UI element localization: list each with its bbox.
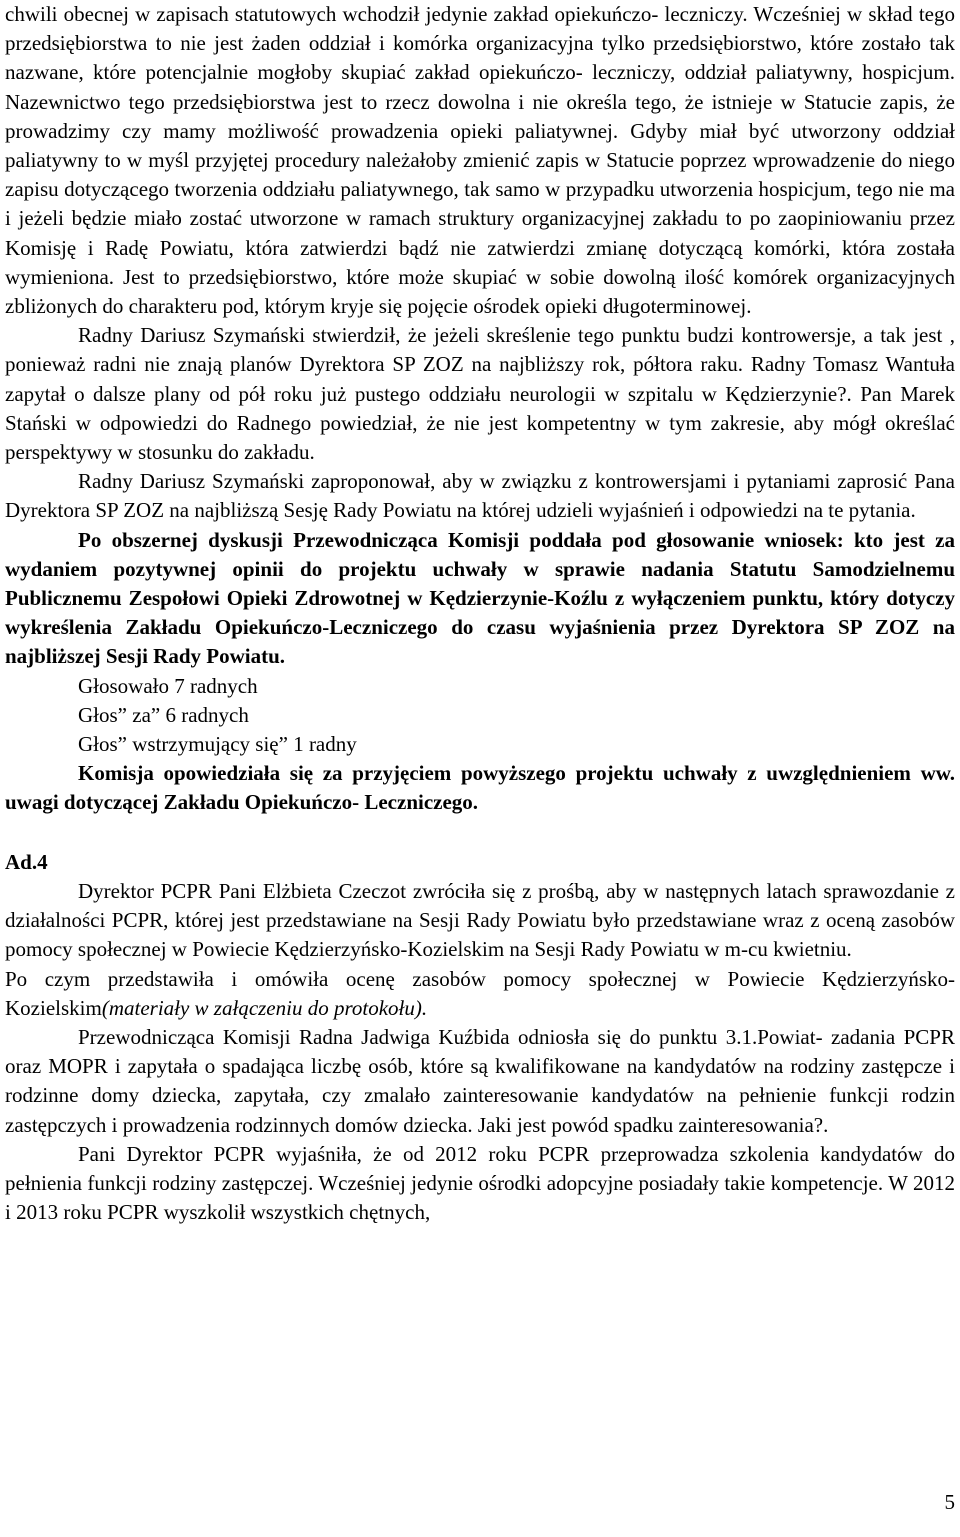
- paragraph-kuzbida-question: Przewodnicząca Komisji Radna Jadwiga Kuźbida odniosła się do punktu 3.1.Powiat- zadania PCPR oraz MOPR i zapytała o spadająca liczbę osób, które są kwalifikowane na kandydatów na rodziny zastępcze i rodzinne domy dziecka, zapytała, czy zmalało zainteresowanie kandydatów na pełnienie funkcji rodzin zastępczych i prowadzenia rodzinnych domów dziecka. Jaki jest powód spadku zainteresowania?.: [5, 1024, 955, 1137]
- paragraph-szymanski-controversy: Radny Dariusz Szymański stwierdził, że jeżeli skreślenie tego punktu budzi kontrowersje, a tak jest , ponieważ radni nie znają planów Dyrektora SP ZOZ na najbliższy rok, półtora raku. Radny Tomasz Wantuła zapytał o dalsze plany od pół roku już pustego oddziału neurologii w szpitalu w Kędzierzynie?. Pan Marek Stański w odpowiedzi do Radnego powiedział, że nie jest kompetentny w tym zakresie, aby mógł określać perspektywy w stosunku do zakładu.: [5, 323, 955, 465]
- section-heading: Ad.4: [5, 849, 48, 874]
- document-page: [5, 0, 955, 1227]
- assessment-text: Po czym przedstawiła i omówiła ocenę zasobów pomocy społecznej w Powiecie Kędzierzyńsko-Kozielskim: [5, 966, 955, 1020]
- paragraph-director-answer: Pani Dyrektor PCPR wyjaśniła, że od 2012 roku PCPR przeprowadza szkolenia kandydatów do pełnienia funkcji rodziny zastępczej. Wcześniej jedynie ośrodki adopcyjne posiadały takie kompetencje. W 2012 i 2013 roku PCPR wyszkolił wszystkich chętnych,: [5, 1141, 955, 1225]
- conclusion-text: Komisja opowiedziała się za przyjęciem powyższego projektu uchwały z uwzględnieniem ww. uwagi dotyczącej Zakładu Opiekuńczo- Leczniczego.: [5, 761, 955, 815]
- vote-total: Głosowało 7 radnych: [78, 673, 258, 698]
- paragraph-resource-assessment: [5, 965, 955, 1023]
- paragraph-statute: chwili obecnej w zapisach statutowych wchodził jedynie zakład opiekuńczo- leczniczy. Wcześniej w skład tego przedsiębiorstwa to nie jest żaden oddział i komórka organizacyjna tylko przedsiębiorstwo, które zostało tak nazwane, które potencjalnie mogłoby skupiać zakład opiekuńczo- leczniczy, oddział paliatywny, hospicjum. Nazewnictwo tego przedsiębiorstwa jest to rzecz dowolna i nie określa tego, że istnieje w Statucie zapis, że prowadzimy czy mamy możliwość prowadzenia opieki paliatywnej. Gdyby miał być utworzony oddział paliatywny to w myśl przyjętej procedury należałoby zmienić zapis w Statucie poprzez wprowadzenie do niego zapisu dotyczącego tworzenia oddziału paliatywnego, tak samo w przypadku utworzenia hospicjum, tego nie ma i jeżeli będzie miało zostać utworzone w ramach struktury organizacyjnej zakładu to po zaopiniowaniu przez Komisję i Radę Powiatu, która zatwierdzi bądź nie zatwierdzi zmianę dotyczącą komórki, która została wymieniona. Jest to przedsiębiorstwo, które może skupiać w sobie dowolną ilość komórek organizacyjnych zbliżonych do charakteru pod, którym kryje się pojęcie ośrodek opieki długoterminowej.: [5, 2, 955, 319]
- motion-text: Po obszernej dyskusji Przewodnicząca Komisji poddała pod głosowanie wniosek: kto jest za wydaniem pozytywnej opinii do projektu uchwały w sprawie nadania Statutu Samodzielnemu Publicznemu Zespołowi Opieki Zdrowotnej w Kędzierzynie-Koźlu z wyłączeniem punktu, który dotyczy wykreślenia Zakładu Opiekuńczo-Leczniczego do czasu wyjaśnienia przez Dyrektora SP ZOZ na najbliższej Sesji Rady Powiatu.: [5, 527, 955, 669]
- paragraph-pcpr-request: Dyrektor PCPR Pani Elżbieta Czeczot zwróciła się z prośbą, aby w następnych latach sprawozdanie z działalności PCPR, której jest przedstawiane na Sesji Rady Powiatu było przedstawiane wraz z oceną zasobów pomocy społecznej w Powiecie Kędzierzyńsko-Kozielskim na Sesji Rady Powiatu w m-cu kwietniu.: [5, 878, 955, 962]
- attachment-note: (materiały w załączeniu do protokołu).: [101, 995, 428, 1020]
- paragraph-szymanski-proposal: Radny Dariusz Szymański zaproponował, aby w związku z kontrowersjami i pytaniami zaprosić Pana Dyrektora SP ZOZ na najbliższą Sesję Rady Powiatu na której udzieli wyjaśnień i odpowiedzi na te pytania.: [5, 469, 955, 523]
- page-number: 5: [944, 1490, 955, 1514]
- vote-for: Głos” za” 6 radnych: [78, 702, 249, 727]
- vote-abstain: Głos” wstrzymujący się” 1 radny: [78, 732, 357, 757]
